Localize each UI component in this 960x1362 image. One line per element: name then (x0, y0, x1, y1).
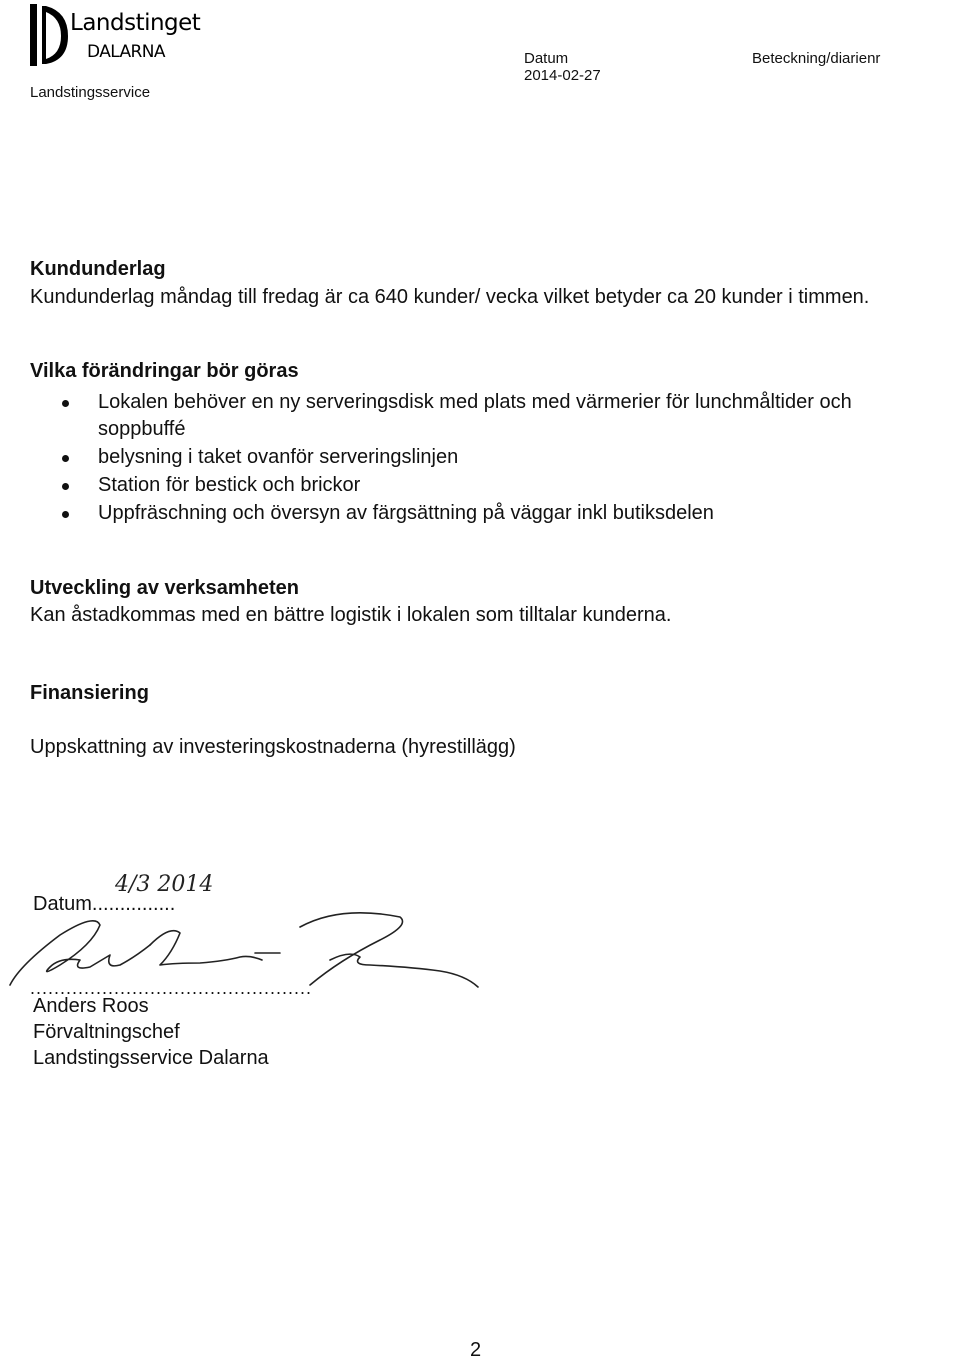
list-item-text: Uppfräschning och översyn av färgsättning på väggar inkl butiksdelen (98, 502, 714, 524)
signature-dotted-line: ............................................... (30, 978, 313, 998)
date-label: Datum (524, 50, 569, 67)
signer-organization: Landstingsservice Dalarna (33, 1047, 269, 1069)
section-text-customer-base: Kundunderlag måndag till fredag är ca 640 kunder/ vecka vilket betyder ca 20 kunder i timmen. (30, 286, 870, 308)
list-item-text: Station för bestick och brickor (98, 474, 361, 496)
landstinget-logo (30, 4, 200, 68)
section-text-financing: Uppskattning av investeringskostnaderna (hyrestillägg) (30, 736, 516, 758)
list-item-text: Lokalen behöver en ny serveringsdisk med plats med värmerier för lunchmåltider och soppbuffé (98, 391, 852, 440)
reference-label: Beteckning/diarienr (752, 50, 881, 67)
signature-date-label: Datum............... (33, 893, 176, 915)
bullet-icon (62, 511, 69, 518)
list-item (60, 389, 940, 443)
department-name: Landstingsservice (30, 84, 151, 101)
signer-name: Anders Roos (33, 995, 149, 1017)
section-text-development: Kan åstadkommas med en bättre logistik i lokalen som tilltalar kunderna. (30, 604, 672, 626)
signer-title: Förvaltningschef (33, 1021, 180, 1043)
section-heading-financing: Finansiering (30, 682, 149, 704)
section-heading-customer-base: Kundunderlag (30, 258, 166, 280)
changes-list (60, 389, 940, 528)
list-item (60, 500, 940, 527)
logo-subtitle: DALARNA (87, 42, 165, 62)
bullet-icon (62, 455, 69, 462)
bullet-icon (62, 483, 69, 490)
logo-mark-icon (30, 4, 70, 66)
list-item-text: belysning i taket ovanför serveringslinjen (98, 446, 459, 468)
section-heading-changes: Vilka förändringar bör göras (30, 360, 299, 382)
page-number: 2 (470, 1339, 482, 1361)
date-value: 2014-02-27 (524, 67, 601, 84)
logo-name: Landstinget (70, 10, 201, 36)
bullet-icon (62, 400, 69, 407)
section-heading-development: Utveckling av verksamheten (30, 577, 300, 599)
list-item (60, 472, 940, 499)
list-item (60, 444, 940, 471)
handwritten-date: 4/3 2014 (115, 872, 214, 897)
